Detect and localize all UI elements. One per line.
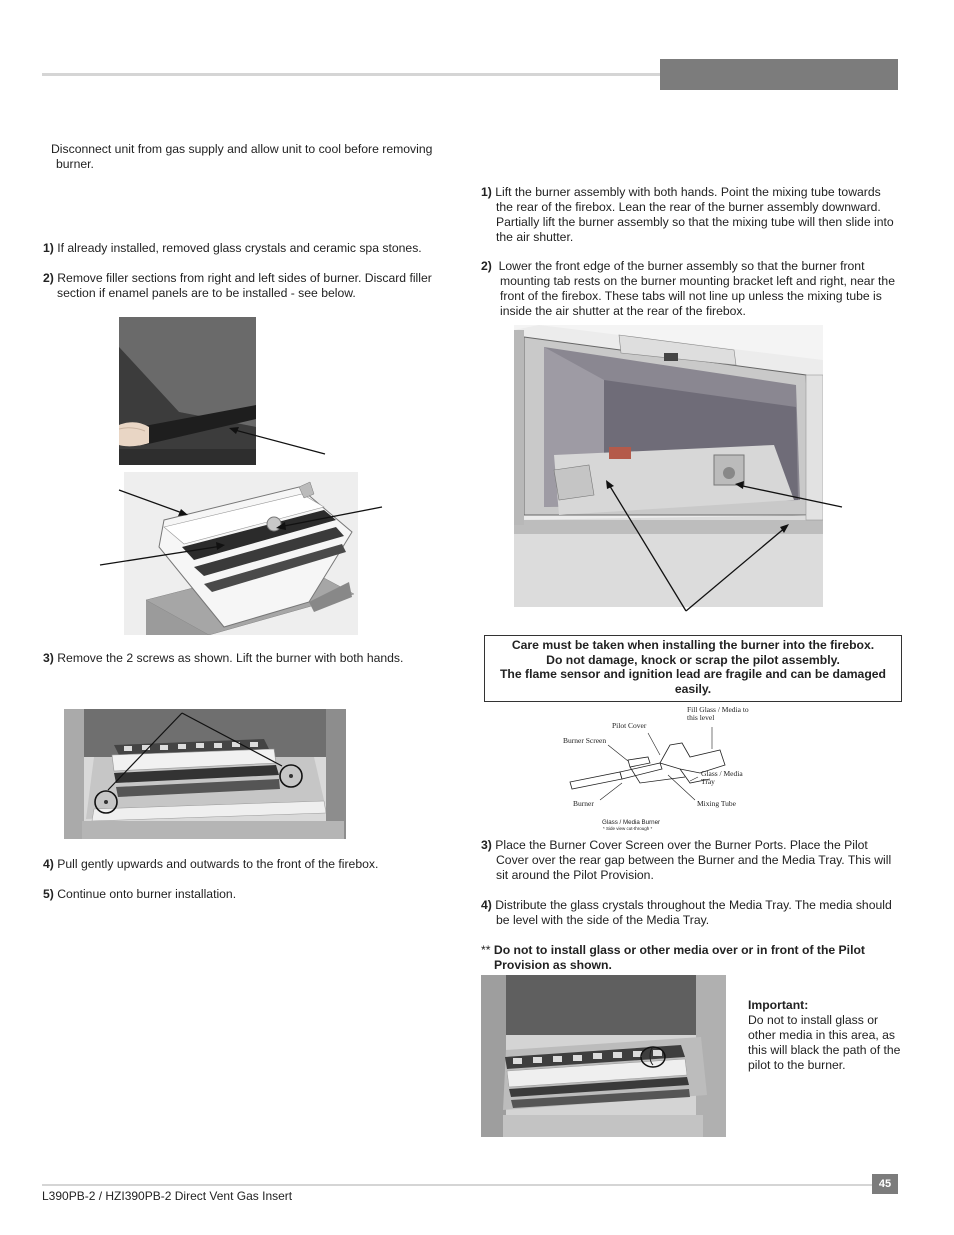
- diagram-subcaption: * Side view cut-through *: [603, 826, 653, 831]
- filler-pointer-arrow: [225, 420, 330, 460]
- pilot-note: ** Do not to install glass or other media over or in front of the Pilot Provision as shown.: [481, 943, 865, 972]
- section-tab: [660, 59, 898, 90]
- left-step-1: 1) If already installed, removed glass crystals and ceramic spa stones.: [43, 241, 422, 255]
- footer-model: L390PB-2 / HZI390PB-2 Direct Vent Gas Insert: [42, 1189, 293, 1203]
- warning-box: [484, 635, 902, 702]
- left-step-4: 4) Pull gently upwards and outwards to the front of the firebox.: [43, 857, 379, 871]
- left-step-3: 3) Remove the 2 screws as shown. Lift the burner with both hands.: [43, 651, 404, 665]
- label-mixing-tube: Mixing Tube: [697, 799, 736, 808]
- important-text: Do not to install glass or other media in this area, as this will black the path of the pilot to the burner.: [748, 1013, 901, 1072]
- label-glass-media-tray: Glass / Media Tray: [701, 769, 743, 786]
- right-step-1: 1) Lift the burner assembly with both hands. Point the mixing tube towards the rear of the firebox. Lean the rear of the burner assembly downward. Partially lift the burner assembly so that the mixing tube will then slide into the air shutter.: [481, 185, 894, 244]
- label-fill-level: Fill Glass / Media to this level: [687, 705, 749, 722]
- burner-arrows: [95, 484, 390, 569]
- right-step-3: 3) Place the Burner Cover Screen over the Burner Ports. Place the Pilot Cover over the rear gap between the Burner and the Media Tray. This will sit around the Pilot Provision.: [481, 838, 892, 882]
- footer-rule: [42, 1184, 872, 1186]
- media-tray-photo: [481, 975, 726, 1137]
- label-pilot-cover: Pilot Cover: [612, 721, 647, 730]
- right-step-4: 4) Distribute the glass crystals throughout the Media Tray. The media should be level with the side of the Media Tray.: [481, 898, 892, 927]
- caution-text: Disconnect unit from gas supply and allow unit to cool before removing burner.: [51, 142, 433, 171]
- left-step-2: 2) Remove filler sections from right and left sides of burner. Discard filler section if enamel panels are to be installed - see below.: [43, 271, 432, 300]
- label-burner: Burner: [573, 799, 594, 808]
- label-burner-screen: Burner Screen: [563, 736, 607, 745]
- page-number: 45: [878, 1178, 892, 1190]
- warning-line-3: The flame sensor and ignition lead are fragile and can be damaged easily.: [499, 667, 887, 696]
- important-title: Important:: [748, 998, 809, 1012]
- left-step-5: 5) Continue onto burner installation.: [43, 887, 237, 901]
- important-block: [748, 998, 908, 1073]
- screws-photo: [64, 709, 346, 839]
- page-number-badge: [872, 1174, 898, 1194]
- diagram-caption: Glass / Media Burner: [602, 819, 661, 826]
- warning-line-1: Care must be taken when installing the burner into the firebox.: [511, 638, 875, 652]
- firebox-arrows: [590, 475, 850, 615]
- warning-line-2: Do not damage, knock or scrap the pilot assembly.: [546, 652, 840, 667]
- header-rule: [42, 73, 660, 76]
- right-step-2: 2) Lower the front edge of the burner assembly so that the burner front mounting tab rests on the burner mounting bracket left and right, near the front of the firebox. These tabs will not line up unless the mixing tube is inside the air shutter at the rear of the firebox.: [481, 259, 895, 318]
